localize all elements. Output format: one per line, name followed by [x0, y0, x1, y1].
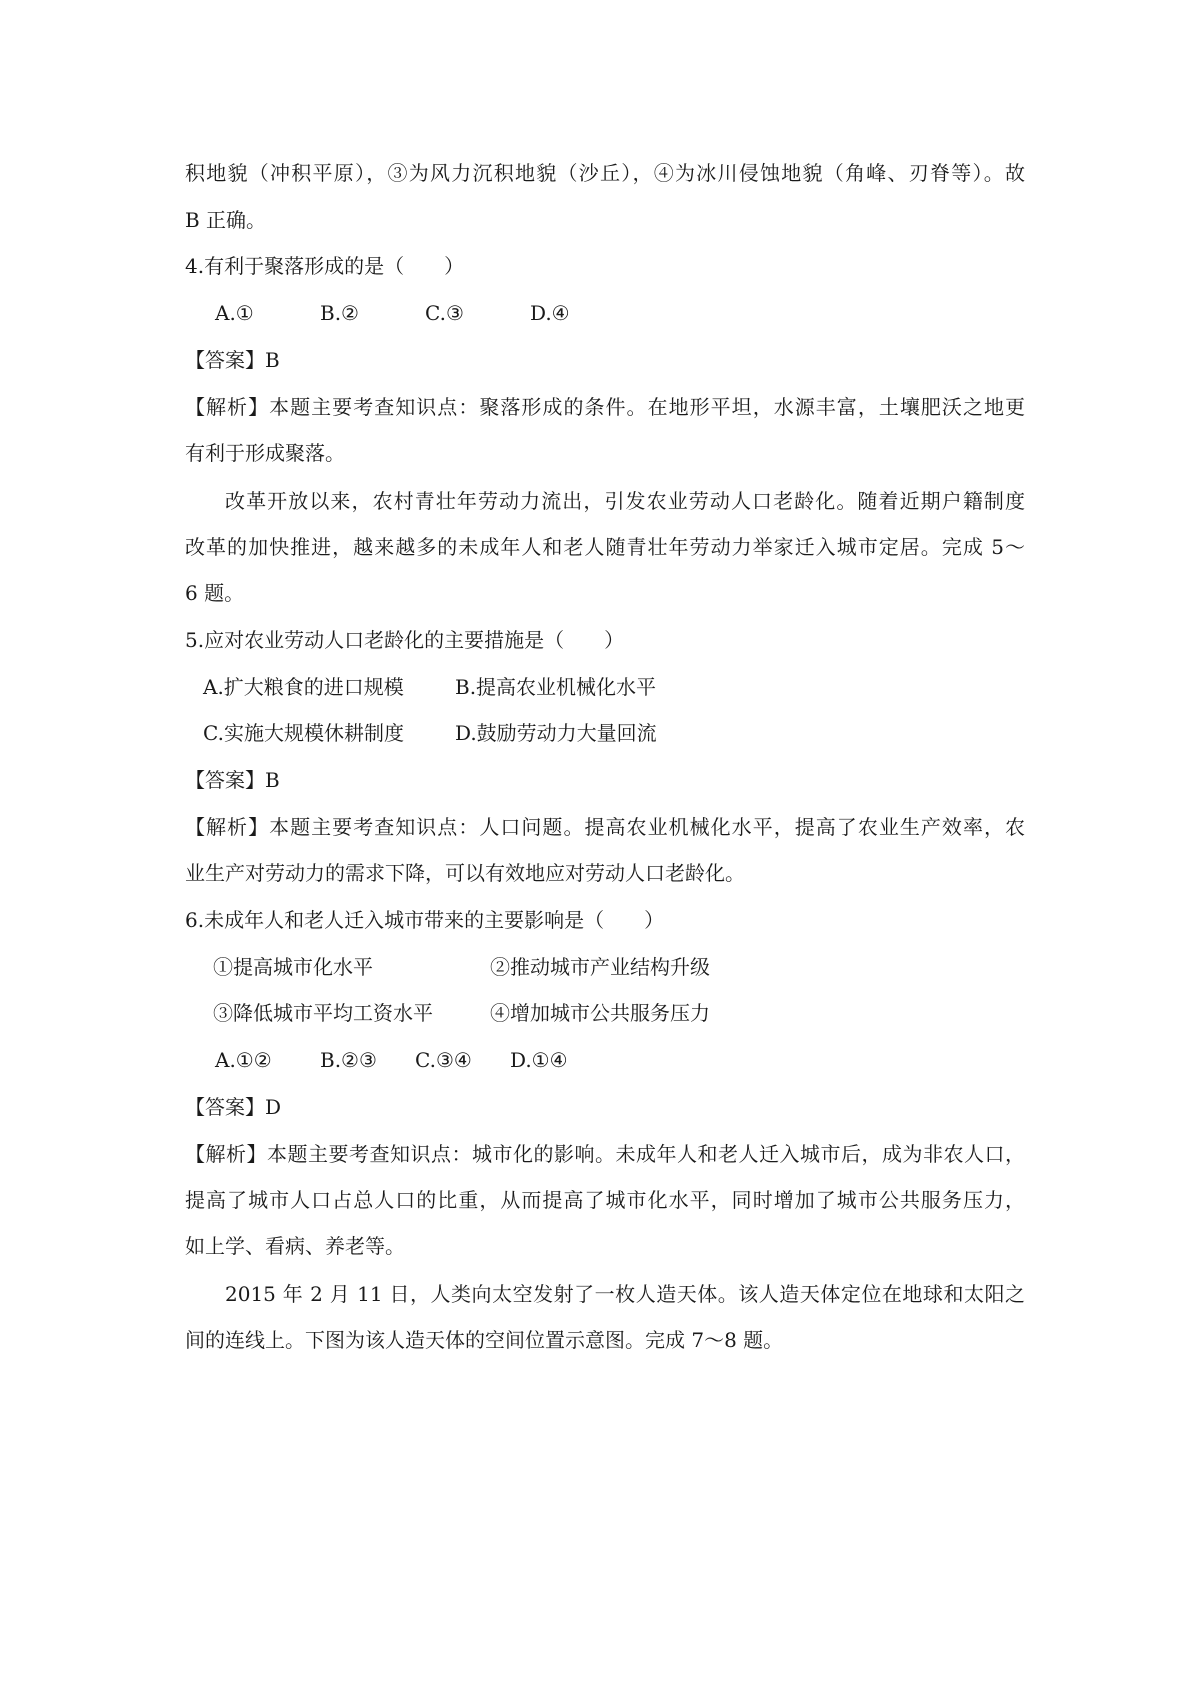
q6-statement-2: ②推动城市产业结构升级: [490, 955, 710, 979]
q6-analysis-line: 如上学、看病、养老等。: [185, 1234, 405, 1258]
q5-option-d: D.鼓励劳动力大量回流: [455, 721, 657, 745]
q6-option-c: C.③④: [415, 1048, 472, 1072]
q6-statement-1: ①提高城市化水平: [213, 955, 373, 979]
q5-option-c: C.实施大规模休耕制度: [203, 721, 404, 745]
q6-statement-4: ④增加城市公共服务压力: [490, 1001, 710, 1025]
q4-answer: 【答案】B: [185, 348, 280, 372]
paragraph-line: 积地貌（冲积平原），③为风力沉积地貌（沙丘），④为冰川侵蚀地貌（角峰、刃脊等）。故: [185, 161, 1025, 185]
q5-answer: 【答案】B: [185, 768, 280, 792]
q6-analysis-line: 提高了城市人口占总人口的比重，从而提高了城市化水平，同时增加了城市公共服务压力，: [185, 1188, 1025, 1212]
passage-line: 改革的加快推进，越来越多的未成年人和老人随青壮年劳动力举家迁入城市定居。完成 5～: [185, 535, 1025, 559]
q4-option-c: C.③: [425, 301, 464, 325]
q6-option-b: B.②③: [320, 1048, 377, 1072]
q4-option-a: A.①: [215, 301, 254, 325]
q6-answer: 【答案】D: [185, 1095, 282, 1119]
q4-option-b: B.②: [320, 301, 359, 325]
q6-option-d: D.①④: [510, 1048, 568, 1072]
q5-analysis-line: 业生产对劳动力的需求下降，可以有效地应对劳动人口老龄化。: [185, 861, 745, 885]
q6-statement-3: ③降低城市平均工资水平: [213, 1001, 433, 1025]
paragraph-line: B 正确。: [185, 208, 267, 232]
question-5: 5.应对农业劳动人口老龄化的主要措施是（ ）: [185, 628, 625, 652]
passage-line: 改革开放以来，农村青壮年劳动力流出，引发农业劳动人口老龄化。随着近期户籍制度: [225, 489, 1025, 513]
question-4: 4.有利于聚落形成的是（ ）: [185, 254, 465, 278]
q5-option-b: B.提高农业机械化水平: [455, 675, 657, 699]
q5-option-a: A.扩大粮食的进口规模: [203, 675, 404, 699]
passage-line: 2015 年 2 月 11 日，人类向太空发射了一枚人造天体。该人造天体定位在地球和太阳之: [225, 1282, 1025, 1306]
q4-analysis-line: 有利于形成聚落。: [185, 441, 345, 465]
passage-line: 间的连线上。下图为该人造天体的空间位置示意图。完成 7～8 题。: [185, 1328, 784, 1352]
q5-analysis-line: 【解析】本题主要考查知识点：人口问题。提高农业机械化水平，提高了农业生产效率，农: [185, 815, 1025, 839]
q6-analysis-line: 【解析】本题主要考查知识点：城市化的影响。未成年人和老人迁入城市后，成为非农人口，: [185, 1142, 1025, 1166]
q4-option-d: D.④: [530, 301, 570, 325]
passage-line: 6 题。: [185, 581, 245, 605]
question-6: 6.未成年人和老人迁入城市带来的主要影响是（ ）: [185, 908, 665, 932]
q6-option-a: A.①②: [215, 1048, 272, 1072]
q4-analysis-line: 【解析】本题主要考查知识点：聚落形成的条件。在地形平坦，水源丰富，土壤肥沃之地更: [185, 395, 1025, 419]
